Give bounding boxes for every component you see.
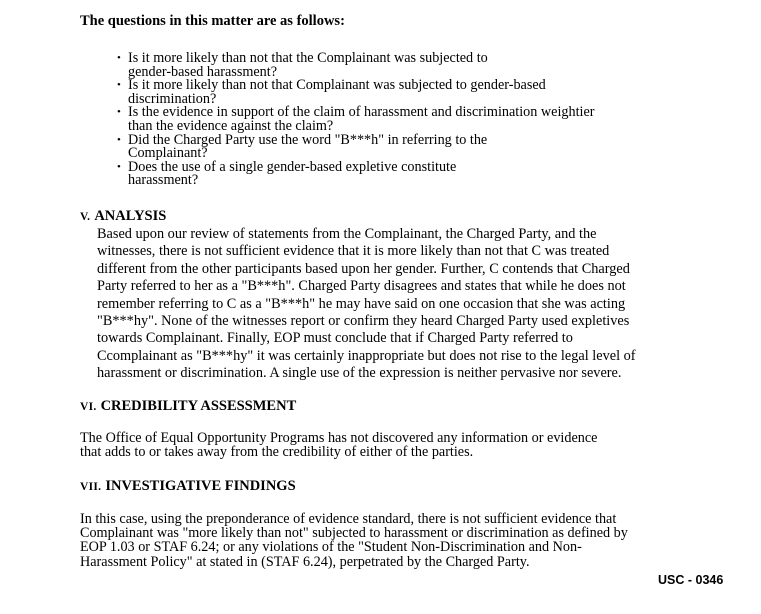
section-numeral: VII.	[80, 481, 102, 493]
paragraph-line: Harassment Policy" at stated in (STAF 6.24), perpetrated by the Charged Party.	[80, 553, 530, 570]
section-title: CREDIBILITY ASSESSMENT	[100, 398, 297, 414]
question-item	[117, 106, 677, 133]
paragraph-line: Based upon our review of statements from the Complainant, the Charged Party, and the	[97, 226, 597, 242]
section-heading-findings	[80, 478, 296, 495]
paragraph-line: towards Complainant. Finally, EOP must conclude that if Charged Party referred to	[97, 330, 573, 347]
question-line: Did the Charged Party use the word "B***h" in referring to the	[128, 131, 488, 148]
bullet-icon: •	[117, 133, 121, 146]
bullet-icon: •	[117, 106, 121, 119]
bullet-icon: •	[117, 79, 121, 92]
questions-intro-heading: The questions in this matter are as follows:	[80, 13, 345, 29]
bullet-icon: •	[117, 160, 121, 173]
paragraph-line: The Office of Equal Opportunity Programs has not discovered any information or evidence	[80, 430, 598, 446]
question-line: Does the use of a single gender-based expletive constitute	[128, 158, 457, 175]
findings-paragraph	[80, 512, 680, 569]
paragraph-line: Complainant was "more likely than not" subjected to harassment or discrimination as defined by	[80, 525, 628, 542]
section-title: ANALYSIS	[94, 208, 167, 224]
question-line: Complainant?	[128, 145, 208, 162]
section-heading-analysis	[80, 208, 166, 225]
question-line: Is it more likely than not that Complainant was subjected to gender-based	[128, 77, 546, 94]
question-line: harassment?	[128, 172, 199, 189]
question-line: Is it more likely than not that the Complainant was subjected to	[128, 50, 488, 66]
section-numeral: V.	[80, 211, 91, 223]
paragraph-line: remember referring to C as a "B***h" he may have said on one occasion that she was acting	[97, 295, 626, 312]
bullet-icon: •	[117, 52, 121, 64]
paragraph-line: Party referred to her as a "B***h". Charged Party disagrees and states that while he does not	[97, 278, 626, 295]
paragraph-line: EOP 1.03 or STAF 6.24; or any violations of the "Student Non-Discrimination and Non-	[80, 539, 582, 556]
question-item	[117, 131, 677, 162]
paragraph-line: different from the other participants based upon her gender. Further, C contends that Charged	[97, 260, 630, 277]
paragraph-line: witnesses, there is not sufficient evidence that it is more likely than not that C was treated	[97, 243, 610, 260]
question-item	[117, 79, 677, 106]
analysis-paragraph	[97, 226, 672, 383]
paragraph-line: harassment or discrimination. A single use of the expression is neither pervasive nor severe.	[97, 365, 622, 382]
paragraph-line: that adds to or takes away from the credibility of either of the parties.	[80, 444, 474, 461]
credibility-paragraph	[80, 431, 680, 459]
question-line: than the evidence against the claim?	[128, 117, 334, 134]
question-line: Is the evidence in support of the claim of harassment and discrimination weightier	[128, 104, 595, 121]
questions-list	[117, 52, 677, 188]
section-numeral: VI.	[80, 401, 97, 413]
bates-number: USC - 0346	[658, 573, 724, 587]
paragraph-line: Ccomplainant as "B***hy" it was certainly inappropriate but does not rise to the legal level of	[97, 347, 636, 364]
paragraph-line: "B***hy". None of the witnesses report or confirm they heard Charged Party used expletives	[97, 313, 630, 330]
question-line: discrimination?	[128, 90, 217, 107]
question-line: gender-based harassment?	[128, 63, 278, 80]
paragraph-line: In this case, using the preponderance of evidence standard, there is not sufficient evidence that	[80, 511, 617, 527]
question-item	[117, 158, 677, 189]
question-item	[117, 52, 677, 79]
section-title: INVESTIGATIVE FINDINGS	[105, 478, 296, 494]
section-heading-credibility	[80, 398, 296, 415]
